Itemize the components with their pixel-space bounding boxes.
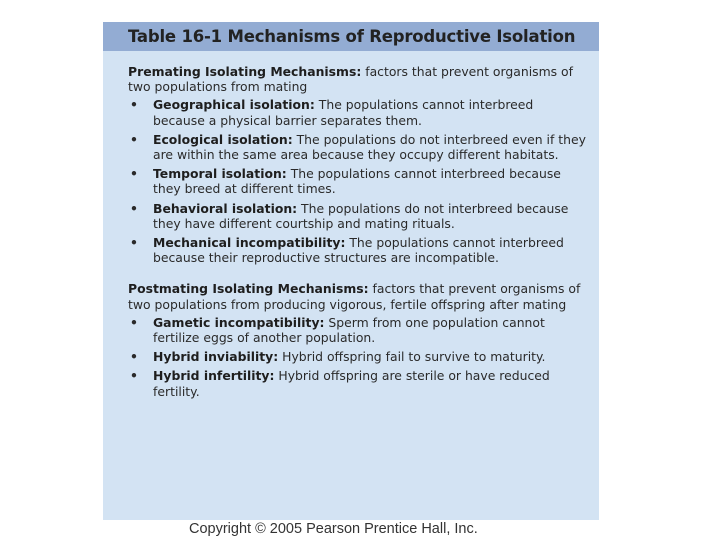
item-term: Hybrid inviability: bbox=[153, 349, 279, 365]
postmating-list bbox=[128, 315, 587, 399]
item-text: The populations cannot interbreed because they breed at different times. bbox=[153, 166, 561, 197]
list-item bbox=[128, 349, 587, 364]
item-term: Mechanical incompatibility: bbox=[153, 235, 346, 251]
item-term: Behavioral isolation: bbox=[153, 200, 298, 216]
item-text: Hybrid offspring are sterile or have reduced fertility. bbox=[153, 368, 550, 399]
table-card bbox=[103, 22, 599, 520]
table-body bbox=[103, 51, 599, 399]
bullet: • bbox=[130, 97, 138, 113]
item-term: Ecological isolation: bbox=[153, 131, 293, 147]
item-text: The populations do not interbreed because they have different courtship and mating rituals. bbox=[153, 200, 569, 231]
item-term: Gametic incompatibility: bbox=[153, 314, 325, 330]
list-item bbox=[128, 132, 587, 162]
item-text: The populations do not interbreed even if they are within the same area because they occupy different habitats. bbox=[153, 131, 586, 163]
bullet: • bbox=[130, 235, 138, 251]
bullet: • bbox=[130, 314, 138, 330]
table-title: Table 16-1 Mechanisms of Reproductive Isolation bbox=[128, 27, 576, 46]
item-term: Geographical isolation: bbox=[153, 97, 315, 113]
copyright-notice: Copyright © 2005 Pearson Prentice Hall, Inc. bbox=[189, 521, 478, 537]
premating-heading: Premating Isolating Mechanisms: bbox=[128, 64, 362, 79]
table-header bbox=[103, 22, 599, 51]
premating-description: factors that prevent organisms of two populations from mating bbox=[128, 64, 574, 95]
item-term: Temporal isolation: bbox=[153, 166, 287, 182]
bullet: • bbox=[130, 200, 138, 216]
list-item bbox=[128, 97, 587, 127]
postmating-heading: Postmating Isolating Mechanisms: bbox=[128, 281, 369, 297]
premating-intro bbox=[128, 64, 587, 94]
item-text: The populations cannot interbreed because a physical barrier separates them. bbox=[153, 97, 534, 128]
list-item bbox=[128, 235, 587, 265]
postmating-description: factors that prevent organisms of two populations from producing vigorous, fertile offspring after mating bbox=[128, 281, 581, 312]
bullet: • bbox=[130, 349, 138, 365]
item-text: Sperm from one population cannot fertilize eggs of another population. bbox=[153, 314, 545, 346]
item-text: Hybrid offspring fail to survive to maturity. bbox=[278, 349, 546, 365]
list-item bbox=[128, 201, 587, 231]
postmating-intro bbox=[128, 281, 587, 311]
bullet: • bbox=[130, 368, 138, 384]
bullet: • bbox=[130, 131, 138, 147]
item-term: Hybrid infertility: bbox=[153, 368, 275, 384]
list-item bbox=[128, 315, 587, 345]
section-divider bbox=[128, 269, 587, 281]
list-item bbox=[128, 166, 587, 196]
bullet: • bbox=[130, 166, 138, 182]
premating-list bbox=[128, 97, 587, 265]
item-text: The populations cannot interbreed because their reproductive structures are incompatible. bbox=[153, 235, 564, 266]
list-item bbox=[128, 368, 587, 398]
